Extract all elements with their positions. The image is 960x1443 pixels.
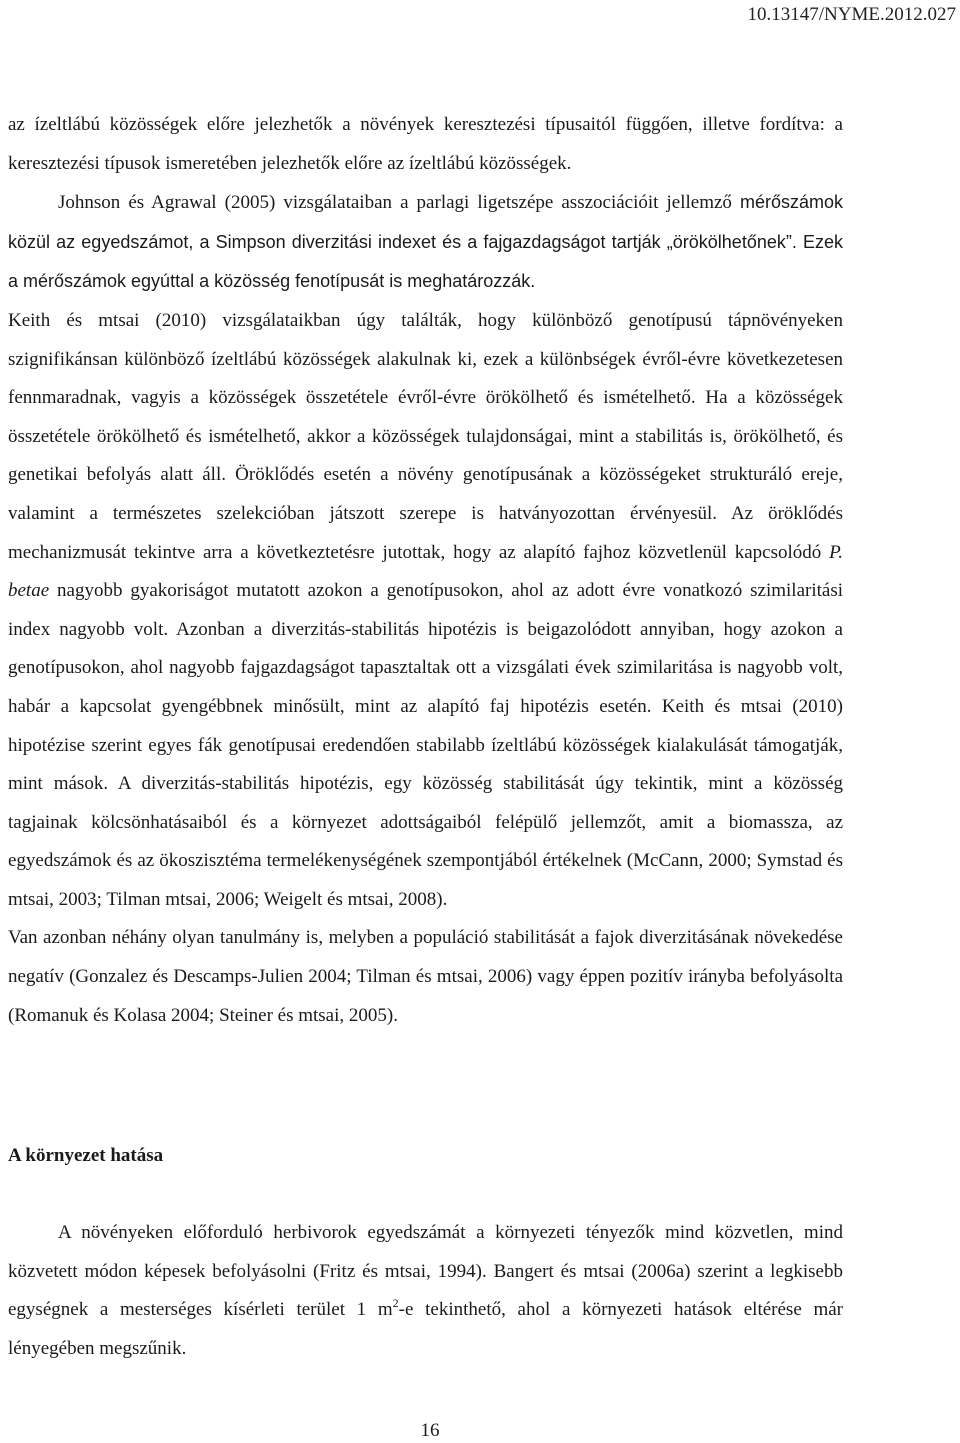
paragraph-2	[8, 183, 843, 302]
body-text	[8, 106, 843, 1035]
section-body	[8, 1214, 843, 1368]
species-name: P. betae	[8, 541, 843, 602]
superscript: 2	[392, 1296, 399, 1311]
paragraph-1: az ízeltlábú közösségek előre jelezhetők a növények keresztezési típusaitól függően, illetve fordítva: a keresztezési típusok ismeretében jelezhetők előre az ízeltlábú közösségek.	[8, 114, 843, 174]
section-heading: A környezet hatása	[8, 1145, 164, 1166]
paragraph-3	[8, 302, 843, 920]
section-paragraph-start: A növényeken előforduló herbivorok egyedszámát a környezeti tényezők mind közvetlen, mind közvetett módon képesek befolyásolni (Fritz és mtsai, 1994). Bangert és mtsai (2006a) szerint a legkisebb egységnek a mesterséges kísérleti terület 1 m	[8, 1222, 843, 1321]
paragraph-2-start: Johnson és Agrawal (2005) vizsgálataiban a parlagi ligetszépe asszociációit jellemző	[58, 192, 740, 214]
page-number: 16	[420, 1420, 440, 1441]
section-paragraph-1	[8, 1214, 843, 1368]
paragraph-2-rest: mérőszámok közül az egyedszámot, a Simpson diverzitási indexet és a fajgazdagságot tartják „örökölhetőnek”. Ezek a mérőszámok egyúttal a közösség fenotípusát is meghatározzák.	[8, 192, 843, 292]
paragraph-4: Van azonban néhány olyan tanulmány is, melyben a populáció stabilitását a fajok diverzitásának növekedése negatív (Gonzalez és Descamps-Julien 2004; Tilman és mtsai, 2006) vagy éppen pozitív irányba befolyásolta (Romanuk és Kolasa 2004; Steiner és mtsai, 2005).	[8, 927, 843, 1026]
doi-identifier: 10.13147/NYME.2012.027	[747, 4, 956, 25]
section-paragraph-rest: -e tekinthető, ahol a környezeti hatások eltérése már lényegében megszűnik.	[8, 1299, 843, 1359]
paragraph-3-start: Keith és mtsai (2010) vizsgálataikban úgy találták, hogy különböző genotípusú tápnövényeken szignifikánsan különböző ízeltlábú közösségek alakulnak ki, ezek a különbségek évről-évre következetesen fennmaradnak, vagyis a közösségek összetétele évről-évre örökölhető és ismételhető. Ha a közösségek összetétele örökölhető és ismételhető, akkor a közösségek tulajdonságai, mint a stabilitás is, örökölhető, és genetikai befolyás alatt áll. Öröklődés esetén a növény genotípusának a közösségeket strukturáló ereje, valamint a természetes szelekcióban játszott szerepe is hatványozottan érvényesül. Az öröklődés mechanizmusát tekintve arra a következtetésre jutottak, hogy az alapító fajhoz közvetlenül kapcsolódó	[8, 309, 843, 563]
paragraph-3-rest: nagyobb gyakoriságot mutatott azokon a genotípusokon, ahol az adott évre vonatkozó szimilaritási index nagyobb volt. Azonban a diverzitás-stabilitás hipotézis is beigazolódott annyiban, hogy azokon a genotípusokon, ahol nagyobb fajgazdagságot tapasztaltak ott a vizsgálati évek szimilaritása is nagyobb volt, habár a kapcsolat gyengébbnek minősült, mint az alapító faj hipotézis esetén. Keith és mtsai (2010) hipotézise szerint egyes fák genotípusai eredendően stabilabb ízeltlábú közösségek kialakulását támogatják, mint mások. A diverzitás-stabilitás hipotézis, egy közösség stabilitását úgy tekintik, mint a közösség tagjainak kölcsönhatásaiból és a környezet adottságaiból felépülő jellemzőt, amit a biomassza, az egyedszámok és az ökoszisztéma termelékenységének szempontjából értékelnek (McCann, 2000; Symstad és mtsai, 2003; Tilman mtsai, 2006; Weigelt és mtsai, 2008).	[8, 580, 843, 910]
